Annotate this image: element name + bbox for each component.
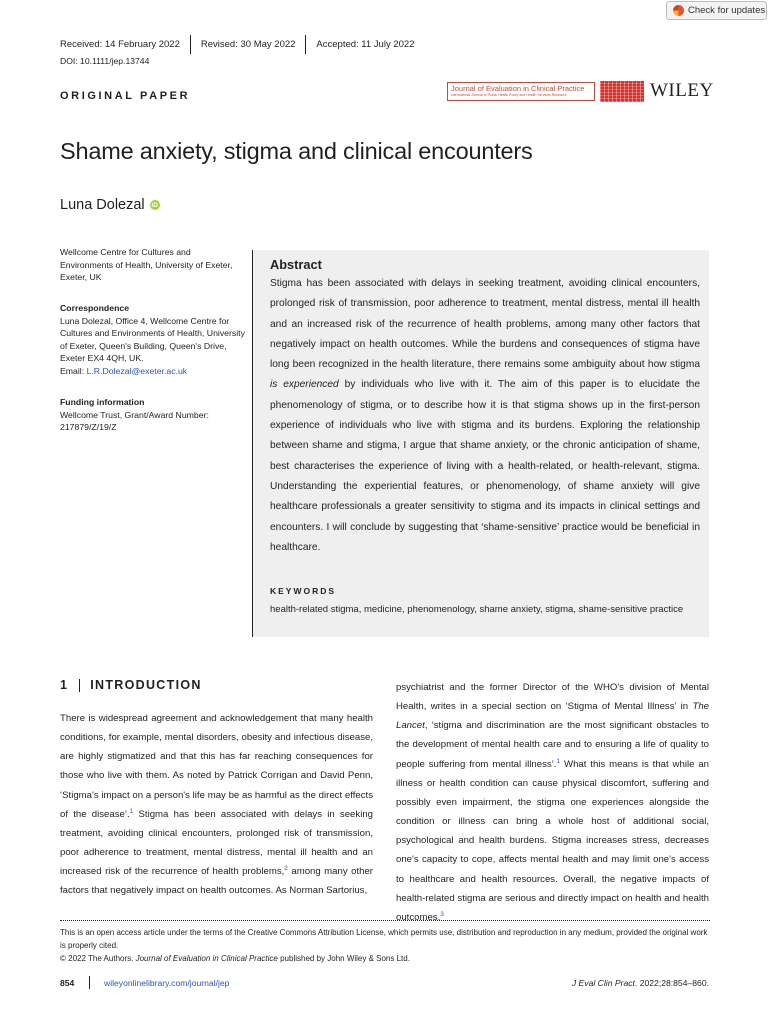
section-number: 1 bbox=[60, 678, 69, 692]
copyright-text: published by John Wiley & Sons Ltd. bbox=[277, 954, 410, 963]
abstract-text bbox=[270, 274, 700, 558]
funding-heading: Funding information bbox=[60, 397, 145, 407]
journal-logo bbox=[447, 82, 595, 101]
article-type: ORIGINAL PAPER bbox=[60, 90, 191, 102]
check-for-updates-label: Check for updates bbox=[688, 5, 766, 16]
correspondence-text: Luna Dolezal, Office 4, Wellcome Centre for Cultures and Environments of Health, University of Exeter, Queen's Building, Queen's Drive, Exeter EX4 4QH, UK. bbox=[60, 315, 245, 364]
copyright-text: © 2022 The Authors. bbox=[60, 954, 136, 963]
journal-cover-graphic bbox=[600, 81, 644, 102]
copyright-journal: Journal of Evaluation in Clinical Practice bbox=[135, 954, 278, 963]
section-title: INTRODUCTION bbox=[90, 678, 202, 692]
reference-link[interactable]: 1 bbox=[129, 807, 134, 815]
divider bbox=[305, 35, 306, 54]
keywords-heading: KEYWORDS bbox=[270, 586, 337, 596]
divider bbox=[89, 976, 90, 989]
abstract-heading: Abstract bbox=[270, 257, 322, 272]
article-title: Shame anxiety, stigma and clinical encounters bbox=[60, 138, 533, 164]
journal-subtitle: International Journal of Public Health Policy and Health Services Research bbox=[451, 93, 567, 97]
publisher-logo: WILEY bbox=[650, 80, 714, 101]
body-emphasis: The Lancet bbox=[396, 701, 709, 732]
section-heading bbox=[60, 678, 202, 692]
funding-text: Wellcome Trust, Grant/Award Number: 217879/Z/19/Z bbox=[60, 409, 209, 433]
page-number: 854 bbox=[60, 978, 75, 988]
divider bbox=[79, 679, 80, 692]
footnote-rule bbox=[60, 920, 710, 921]
affiliation: Wellcome Centre for Cultures and Environments of Health, University of Exeter, Exeter, UK bbox=[60, 247, 233, 283]
keywords-text: health-related stigma, medicine, phenomenology, shame anxiety, stigma, shame-sensitive practice bbox=[270, 604, 684, 615]
journal-url-link[interactable]: wileyonlinelibrary.com/journal/jep bbox=[104, 978, 230, 988]
crossmark-icon bbox=[673, 5, 684, 16]
reference-link[interactable]: 3 bbox=[440, 910, 444, 918]
body-column-left bbox=[60, 709, 373, 901]
check-for-updates-button[interactable] bbox=[666, 1, 767, 20]
accepted-date: Accepted: 11 July 2022 bbox=[316, 38, 415, 50]
revised-date: Revised: 30 May 2022 bbox=[200, 38, 296, 50]
email-label: Email: bbox=[60, 365, 87, 376]
funding bbox=[60, 396, 245, 434]
abstract-text-part: Stigma has been associated with delays in seeking treatment, avoiding clinical encounters, prolonged risk of transmission, poor adherence to treatment, mental distress, mental ill health and an increased risk of the recurrence of health problems, among many other factors that negatively impact on health outcomes. While the burdens and consequences of stigma have long been recognized in the health literature, there remains some ambiguity about how stigma bbox=[270, 278, 700, 371]
body-text: What this means is that while an illness or health condition can cause physical discomfort, suffering and possibly even impairment, the stigma one experiences alongside the condition or illness can bring a whole host of additional social, psychological and health burdens. Stigma increases stress, decreases one's capacity to cope, affects mental health and may limit one's access to healthcare and health resources. Overall, the negative impacts of health-related stigma are serious and directly impact on health and health outcomes. bbox=[396, 758, 709, 923]
license-footnote bbox=[60, 926, 710, 965]
citation-journal: J Eval Clin Pract bbox=[571, 978, 635, 988]
journal-name-prefix: Journal of bbox=[451, 84, 487, 93]
correspondence bbox=[60, 302, 245, 378]
article-history bbox=[60, 37, 414, 51]
abstract-emphasis: is experienced bbox=[270, 379, 339, 391]
reference-link[interactable]: 1 bbox=[556, 757, 561, 765]
body-text: among many other factors that negatively impact on health outcomes. As Norman Sartorius, bbox=[60, 866, 373, 897]
body-text: There is widespread agreement and acknowledgement that many health conditions, for example, mental disorders, obesity and infectious disease, are highly stigmatized and that this has far reaching consequences for those who live with them. As noted by Patrick Corrigan and David Penn, ‘Stigma's impact on a person's life may be as harmful as the direct effects of the disease’. bbox=[60, 713, 373, 820]
body-text: Stigma has been associated with delays in seeking treatment, avoiding clinical encounters, prolonged risk of transmission, poor adherence to treatment, mental distress, mental ill health and an increased risk of the recurrence of health problems, bbox=[60, 808, 373, 878]
abstract-text-part: by individuals who live with it. The aim of this paper is to elucidate the phenomenology of stigma, or to describe how it is that stigma shows up in the first-person experience of individuals who live with stigma and its burdens. Exploring the relationship between shame and stigma, I argue that shame anxiety, or the chronic anticipation of shame, best characterises the experience of living with a health-related, or health-relevant, stigma. Understanding the experiential features, or phenomenology, of shame anxiety will give healthcare professionals a greater sensitivity to stigma and its impacts in clinical settings and encounters. I will conclude by suggesting that ‘shame-sensitive’ practice would be beneficial in healthcare. bbox=[270, 379, 700, 553]
received-date: Received: 14 February 2022 bbox=[60, 38, 180, 50]
body-text: psychiatrist and the former Director of the WHO's division of Mental Health, writes in a special section on ‘Stigma of Mental Illness’ in bbox=[396, 682, 709, 713]
author bbox=[60, 197, 160, 213]
email-link[interactable]: L.R.Dolezal@exeter.ac.uk bbox=[86, 365, 188, 376]
correspondence-heading: Correspondence bbox=[60, 303, 130, 313]
license-text: This is an open access article under the terms of the Creative Commons Attribution License, which permits use, distribution and reproduction in any medium, provided the original work is properly cited. bbox=[60, 928, 708, 950]
reference-link[interactable]: 2 bbox=[284, 865, 288, 873]
author-name: Luna Dolezal bbox=[60, 197, 145, 213]
journal-name-highlight: Evaluation in Clinical Practice bbox=[486, 84, 585, 93]
body-text: , ‘stigma and discrimination are the most significant obstacles to the development of mental health care and to ensuring a life of quality to people suffering from mental illness’. bbox=[396, 720, 709, 770]
doi: DOI: 10.1111/jep.13744 bbox=[60, 56, 150, 66]
divider bbox=[190, 35, 191, 54]
citation-details: . 2022;28:854–860. bbox=[634, 978, 709, 988]
orcid-icon[interactable]: iD bbox=[151, 201, 158, 209]
citation bbox=[530, 978, 709, 988]
body-column-right bbox=[396, 678, 709, 927]
